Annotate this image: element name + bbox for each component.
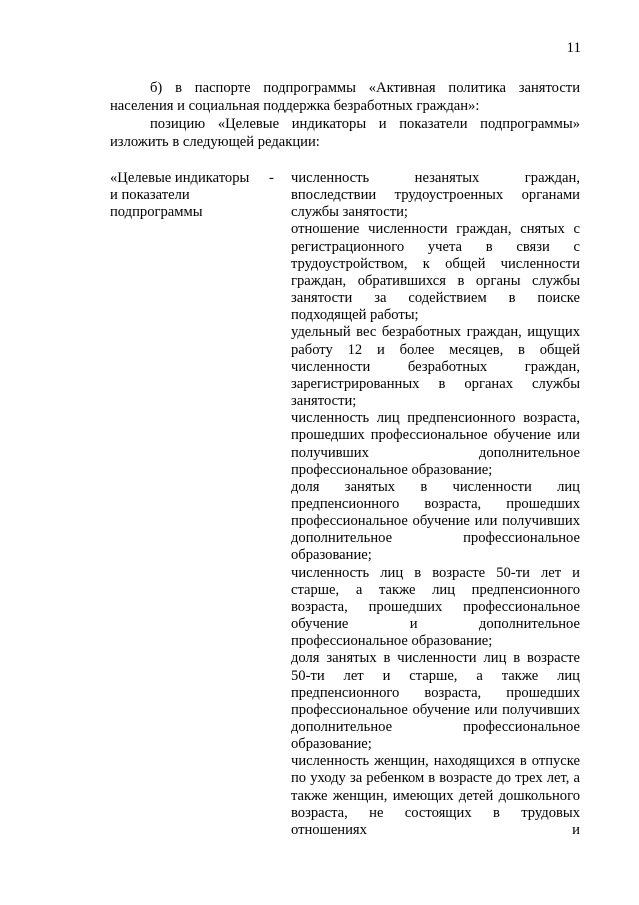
intro-paragraph-1: б) в паспорте подпрограммы «Активная политика занятости населения и социальная поддержка безработных граждан»: [110, 80, 580, 114]
page-number: 11 [566, 40, 581, 56]
indicator-item: доля занятых в численности лиц предпенсионного возраста, прошедших профессиональное обучение или получивших дополнительное профессиональное образование; [291, 478, 580, 564]
indicator-item: численность женщин, находящихся в отпуске по уходу за ребенком в возрасте до трех лет, а также женщин, имеющих детей дошкольного возраста, не состоящих в трудовых отношениях и [291, 753, 580, 838]
table-dash: - [269, 170, 274, 186]
indicator-item: численность лиц предпенсионного возраста, прошедших профессиональное обучение или получивших дополнительное профессиональное образование; [291, 410, 580, 478]
indicator-item: доля занятых в численности лиц в возрасте 50-ти лет и старше, а также лиц предпенсионного возраста, прошедших профессиональное обучение или получивших дополнительное профессиональное образование; [291, 650, 580, 753]
intro-paragraph-2: позицию «Целевые индикаторы и показатели подпрограммы» изложить в следующей редакции: [110, 116, 580, 150]
indicator-item: численность незанятых граждан, впоследствии трудоустроенных органами службы занятости; [291, 170, 580, 221]
indicator-item: удельный вес безработных граждан, ищущих работу 12 и более месяцев, в общей численности безработных граждан, зарегистрированных в органах службы занятости; [291, 324, 580, 410]
table-left-label: «Целевые индикаторы и показатели подпрограммы [110, 170, 250, 221]
indicator-item: численность лиц в возрасте 50-ти лет и старше, а также лиц предпенсионного возраста, прошедших профессиональное обучение и дополнительное профессиональное образование; [291, 564, 580, 650]
indicators-list [291, 170, 580, 839]
indicator-item: отношение численности граждан, снятых с регистрационного учета в связи с трудоустройством, к общей численности граждан, обратившихся в органы службы занятости за содействием в поиске подходящей работы; [291, 221, 580, 324]
